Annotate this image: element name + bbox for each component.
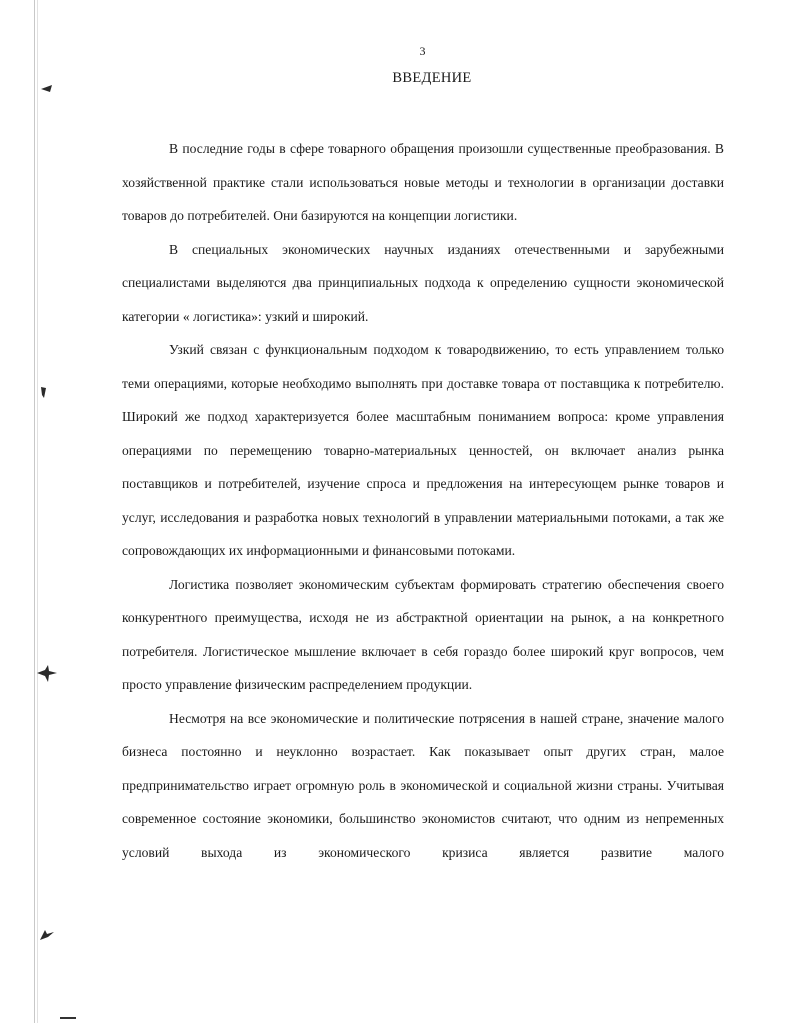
scan-artifact-mark [38, 926, 56, 942]
paragraph: Логистика позволяет экономическим субъектам формировать стратегию обеспечения своего конкурентного преимущества, исходя не из абстрактной ориентации на рынок, а на конкретного потребителя. Логистическое мышление включает в себя гораздо более широкий круг вопросов, чем просто управление физическим распределением продукции. [122, 576, 724, 692]
scan-artifact-mark [38, 386, 50, 400]
page-number: 3 [419, 44, 426, 58]
scan-artifact-dash [60, 1017, 76, 1019]
scan-edge-line [34, 0, 35, 1023]
paragraph: В специальных экономических научных изданиях отечественными и зарубежными специалистами выделяются два принципиальных подхода к определению сущности экономической категории « логистика»: узкий и широкий. [122, 241, 724, 324]
paragraph: Узкий связан с функциональным подходом к товародвижению, то есть управлением только теми операциями, которые необходимо выполнять при доставке товара от поставщика к потребителю. Широкий же подход характеризуется более масштабным пониманием вопроса: кроме управления операциями по перемещению товарно-материальных ценностей, он включает анализ рынка поставщиков и потребителей, изучение спроса и предложения на интересующем рынке товаров и услуг, исследования и разработка новых технологий в управлении материальными потоками, а так же сопровождающих их информационными и финансовыми потоками. [122, 342, 724, 558]
body-text [122, 132, 724, 869]
scan-edge-line-inner [37, 0, 38, 1023]
scan-artifact-mark [36, 664, 58, 684]
paragraph: Несмотря на все экономические и политические потрясения в нашей стране, значение малого бизнеса постоянно и неуклонно возрастает. Как показывает опыт других стран, малое предпринимательство играет огромную роль в экономической и социальной жизни страны. Учитывая современное состояние экономики, большинство экономистов считают, что одним из непременных условий выхода из экономического кризиса является развитие малого [122, 710, 724, 860]
paragraph: В последние годы в сфере товарного обращения произошли существенные преобразования. В хозяйственной практике стали использоваться новые методы и технологии в организации доставки товаров до потребителей. Они базируются на концепции логистики. [122, 141, 724, 223]
page-title: ВВЕДЕНИЕ [392, 70, 472, 86]
